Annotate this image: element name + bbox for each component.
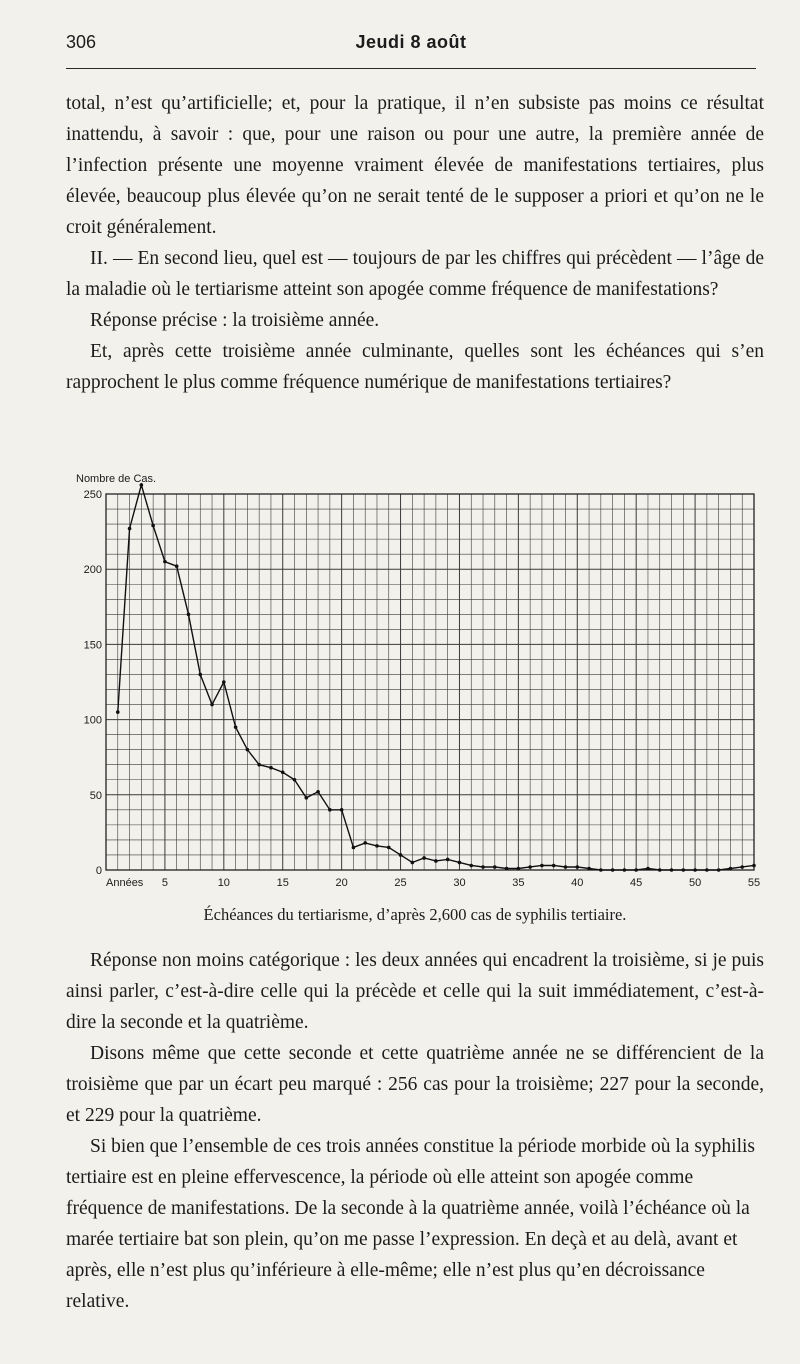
running-header bbox=[66, 28, 756, 69]
paragraph bbox=[66, 945, 764, 1038]
data-point bbox=[564, 865, 568, 869]
data-point bbox=[151, 524, 155, 528]
data-point bbox=[411, 861, 415, 865]
data-point bbox=[493, 865, 497, 869]
x-tick-label: 50 bbox=[688, 877, 702, 889]
data-point bbox=[222, 680, 226, 684]
data-point bbox=[729, 867, 733, 871]
data-point bbox=[587, 867, 591, 871]
data-point bbox=[187, 613, 191, 617]
paragraph-text: Si bien que l’ensemble de ces trois années constitue la période morbide où la syphilis tertiaire est en pleine effervescence, la période où elle atteint son apogée comme fréquence de manifestations. De la seconde à la quatrième année, voilà l’échéance où la marée tertiaire bat son plein, qu’on me passe l’expression. En deçà et au delà, avant et après, elle n’est plus qu’inférieure à elle-même; elle n’est plus qu’en décroissance relative. bbox=[66, 1136, 755, 1312]
data-point bbox=[446, 858, 450, 862]
y-tick-label: 150 bbox=[83, 639, 102, 652]
x-tick-label: 30 bbox=[453, 877, 466, 889]
y-tick-label: 0 bbox=[95, 865, 102, 877]
data-point bbox=[246, 748, 250, 752]
paragraph bbox=[66, 305, 764, 336]
running-title: Jeudi 8 août bbox=[355, 32, 467, 52]
data-point bbox=[705, 868, 709, 872]
line-chart bbox=[66, 466, 766, 906]
data-point bbox=[540, 864, 544, 868]
y-tick-label: 50 bbox=[89, 789, 102, 802]
paragraph-text: Réponse non moins catégorique : les deux années qui encadrent la troisième, si je puis ainsi parler, c’est-à-dire celle qui la précède et celle qui la suit immédiatement, c’est-à-dire la seconde et la quatrième. bbox=[66, 950, 764, 1033]
data-point bbox=[646, 867, 650, 871]
data-point bbox=[163, 560, 167, 564]
data-point bbox=[340, 808, 344, 812]
data-point bbox=[422, 856, 426, 860]
data-point bbox=[575, 865, 579, 869]
data-point bbox=[198, 673, 202, 677]
x-tick-label: 55 bbox=[747, 877, 761, 889]
x-tick-label: 5 bbox=[161, 877, 168, 889]
x-tick-label: 10 bbox=[217, 877, 230, 889]
data-point bbox=[505, 867, 509, 871]
paragraph bbox=[66, 243, 764, 305]
data-point bbox=[328, 808, 332, 812]
data-point bbox=[717, 868, 721, 872]
page-number: 306 bbox=[66, 32, 97, 52]
paragraph bbox=[66, 336, 764, 398]
data-point bbox=[481, 865, 485, 869]
y-axis-title: Nombre de Cas. bbox=[76, 473, 157, 485]
data-point bbox=[399, 853, 403, 857]
x-tick-label: 45 bbox=[630, 877, 643, 889]
x-tick-label: 15 bbox=[276, 877, 289, 889]
body-text-bottom bbox=[66, 945, 764, 1317]
data-point bbox=[517, 867, 521, 871]
data-point bbox=[352, 846, 356, 850]
chart-labels bbox=[76, 473, 760, 889]
data-point bbox=[175, 564, 179, 568]
x-tick-label: 25 bbox=[394, 877, 407, 889]
paragraph-text: Réponse précise : la troisième année. bbox=[90, 310, 380, 331]
data-point bbox=[210, 703, 214, 707]
y-tick-label: 250 bbox=[83, 489, 102, 501]
data-point bbox=[293, 778, 297, 782]
data-point bbox=[682, 868, 686, 872]
data-point bbox=[469, 864, 473, 868]
data-point bbox=[752, 864, 756, 868]
data-point bbox=[363, 841, 367, 845]
paragraph-text: II. — En second lieu, quel est — toujours de par les chiffres qui précèdent — l’âge de la maladie où le tertiarisme atteint son apogée comme fréquence de manifestations? bbox=[66, 248, 764, 300]
paragraph bbox=[66, 88, 764, 243]
paragraph-text: total, n’est qu’artificielle; et, pour la pratique, il n’en subsiste pas moins ce résultat inattendu, à savoir : que, pour une raison ou pour une autre, la première année de l’infection présente une moyenne vraiment élevée de manifestations tertiaires, plus élevée, beaucoup plus élevée qu’on ne serait tenté de le supposer a priori et qu’on ne le croit généralement. bbox=[66, 93, 764, 238]
data-point bbox=[434, 859, 438, 863]
data-point bbox=[257, 763, 261, 767]
paragraph-text: Disons même que cette seconde et cette quatrième année ne se différencient de la troisième que par un écart peu marqué : 256 cas pour la troisième; 227 pour la seconde, et 229 pour la quatrième. bbox=[66, 1043, 764, 1126]
chart-canvas bbox=[66, 466, 766, 906]
data-point bbox=[634, 868, 638, 872]
x-tick-label: 40 bbox=[571, 877, 584, 889]
paragraph bbox=[66, 1038, 764, 1131]
data-point bbox=[611, 868, 615, 872]
data-point bbox=[458, 861, 462, 865]
body-text-top bbox=[66, 88, 764, 398]
x-axis-title: Années bbox=[106, 877, 144, 889]
data-point bbox=[304, 796, 308, 800]
paragraph bbox=[66, 1131, 764, 1317]
data-point bbox=[116, 710, 120, 714]
data-point bbox=[670, 868, 674, 872]
data-point bbox=[281, 770, 285, 774]
data-point bbox=[658, 868, 662, 872]
data-point bbox=[552, 864, 556, 868]
data-point bbox=[693, 868, 697, 872]
data-point bbox=[316, 790, 320, 794]
data-point bbox=[269, 766, 273, 770]
paragraph-text: Et, après cette troisième année culminante, quelles sont les échéances qui s’en rapprochent le plus comme fréquence numérique de manifestations tertiaires? bbox=[66, 341, 764, 393]
x-tick-label: 20 bbox=[335, 877, 348, 889]
data-point bbox=[234, 725, 238, 729]
data-point bbox=[387, 846, 391, 850]
data-point bbox=[128, 527, 132, 531]
data-point bbox=[599, 868, 603, 872]
data-point bbox=[740, 865, 744, 869]
data-point bbox=[375, 844, 379, 848]
y-tick-label: 200 bbox=[83, 564, 102, 577]
data-point bbox=[528, 865, 532, 869]
x-tick-label: 35 bbox=[512, 877, 525, 889]
data-point bbox=[623, 868, 627, 872]
figure-caption: Échéances du tertiarisme, d’après 2,600 cas de syphilis tertiaire. bbox=[203, 905, 627, 924]
y-tick-label: 100 bbox=[83, 714, 102, 727]
